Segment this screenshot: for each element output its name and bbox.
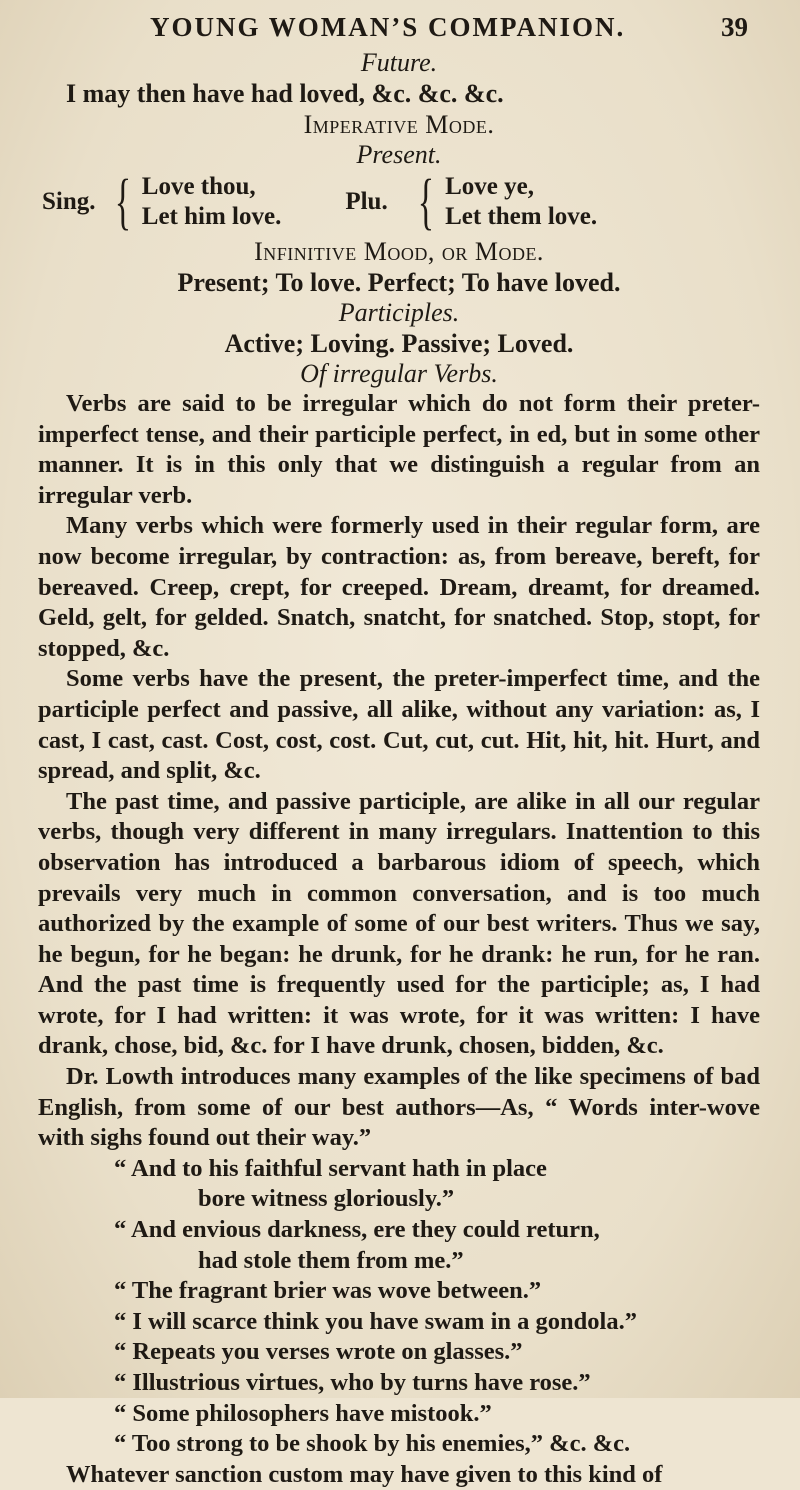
plu-forms	[445, 172, 597, 232]
participles-heading: Participles.	[338, 298, 460, 327]
paragraph-1: Verbs are said to be irregular which do not form their preter-imperfect tense, and their participle perfect, in ed, but in some other manner. It is in this only that we distinguish a regular from an irregular verb.	[38, 390, 760, 509]
plu-line-1: Love ye,	[445, 173, 534, 200]
quote-line: had stole them from me.”	[198, 1246, 464, 1274]
quote-line: “ And envious darkness, ere they could return,	[114, 1216, 600, 1244]
quote-line: bore witness gloriously.”	[198, 1185, 455, 1213]
closing-line: Whatever sanction custom may have given to this kind of	[66, 1460, 663, 1488]
paragraph-3: Some verbs have the present, the preter-imperfect time, and the participle perfect and passive, all alike, without any variation: as, I cast, I cast, cast. Cost, cost, cost. Cut, cut, cut. Hit, hit, hit. Hurt, and spread, and split, &c.	[38, 665, 760, 785]
quote-line: “ Repeats you verses wrote on glasses.”	[114, 1338, 523, 1366]
sing-label: Sing.	[42, 188, 96, 215]
quote-line: “ And to his faithful servant hath in place	[114, 1154, 547, 1182]
running-head-title: YOUNG WOMAN’S COMPANION.	[150, 12, 626, 42]
paragraph-2: Many verbs which were formerly used in their regular form, are now become irregular, by contraction: as, from bereave, bereft, for bereaved. Creep, crept, for creeped. Dream, dreamt, for dreamed. Geld, gelt, for gelded. Snatch, snatcht, for snatched. Stop, stopt, for stopped, &c.	[38, 512, 760, 662]
sing-line-2: Let him love.	[141, 203, 282, 230]
quotation-block	[38, 1154, 760, 1490]
infinitive-heading: Infinitive Mood, or Mode.	[254, 237, 544, 266]
sing-line-1: Love thou,	[141, 173, 256, 200]
present-label: Present.	[356, 140, 442, 169]
future-label: Future.	[360, 48, 438, 77]
conjugation-table	[38, 170, 760, 234]
paragraph-5: Dr. Lowth introduces many examples of the like specimens of bad English, from some of our best authors—As, “ Words inter-wove with sighs found out their way.”	[38, 1063, 760, 1152]
irregular-verbs-heading: Of irregular Verbs.	[300, 359, 498, 388]
sing-forms	[142, 172, 282, 232]
quote-line: “ Too strong to be shook by his enemies,” &c. &c.	[114, 1430, 631, 1458]
plu-brace: {	[418, 168, 435, 236]
imperative-heading: Imperative Mode.	[303, 110, 495, 139]
quote-line: “ The fragrant brier was wove between.”	[114, 1277, 542, 1305]
running-head	[38, 0, 760, 48]
sing-brace: {	[114, 168, 132, 236]
paragraph-4: The past time, and passive participle, are alike in all our regular verbs, though very different in many irregulars. Inattention to this observation has introduced a barbarous idiom of speech, which prevails very much in common conversation, and is too much authorized by the example of some of our best writers. Thus we say, he begun, for he began: he drunk, for he drank: he run, for he ran. And the past time is frequently used for the participle; as, I had wrote, for I had written: it was wrote, for it was written: I have drank, chose, bid, &c. for I have drunk, chosen, bidden, &c.	[38, 787, 760, 1060]
plu-line-2: Let them love.	[445, 203, 598, 230]
quote-line: “ Some philosophers have mistook.”	[114, 1399, 492, 1427]
page-number: 39	[721, 12, 748, 42]
quote-line: “ I will scarce think you have swam in a gondola.”	[114, 1307, 637, 1335]
plu-label: Plu.	[345, 188, 388, 215]
quote-line: “ Illustrious virtues, who by turns have rose.”	[114, 1369, 591, 1396]
infinitive-forms: Present; To love. Perfect; To have loved.	[177, 268, 621, 297]
future-sentence: I may then have had loved, &c. &c. &c.	[66, 79, 504, 108]
participles-forms: Active; Loving. Passive; Loved.	[224, 329, 574, 358]
